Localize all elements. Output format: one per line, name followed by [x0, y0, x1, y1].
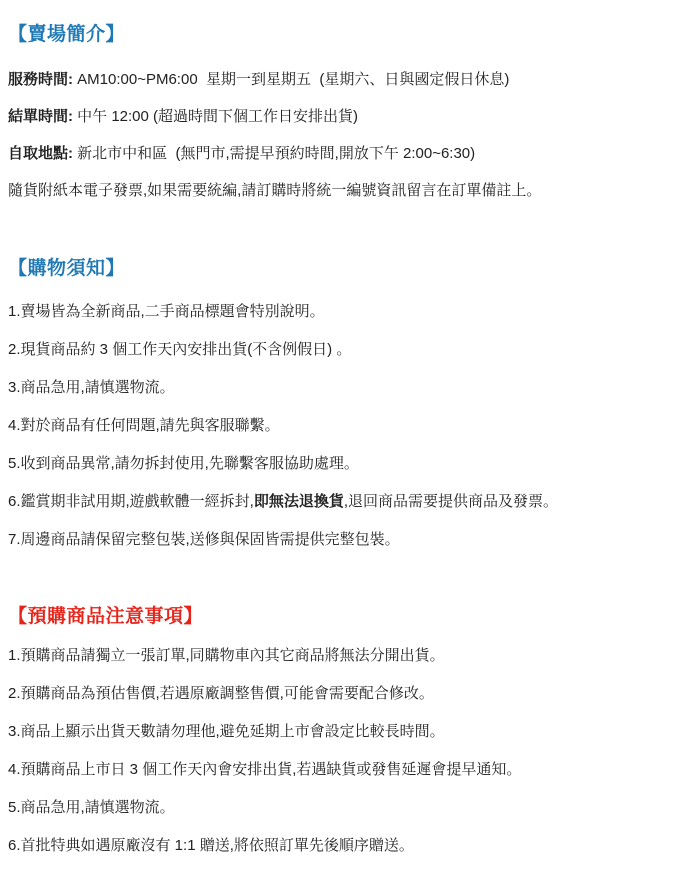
order-cutoff-value: 中午 12:00 (超過時間下個工作日安排出貨) [73, 108, 359, 125]
preorder-note-item-2: 2.預購商品為預估售價,若遇原廠調整售價,可能會需要配合修改。 [8, 685, 434, 702]
preorder-notes-heading: 【預購商品注意事項】 [8, 606, 204, 627]
preorder-note-item-5: 5.商品急用,請慎選物流。 [8, 799, 175, 816]
shopping-note-item-4: 4.對於商品有任何問題,請先與客服聯繫。 [8, 417, 280, 434]
shopping-note-item-1: 1.賣場皆為全新商品,二手商品標題會特別說明。 [8, 303, 325, 320]
shopping-note-item-6-prefix: 6.鑑賞期非試用期,遊戲軟體一經拆封, [8, 493, 254, 510]
shopping-notes-heading: 【購物須知】 [8, 258, 126, 279]
preorder-note-item-6: 6.首批特典如遇原廠沒有 1:1 贈送,將依照訂單先後順序贈送。 [8, 837, 414, 854]
section-shop-intro [8, 20, 688, 201]
service-hours-value: AM10:00~PM6:00 星期一到星期五 (星期六、日與國定假日休息) [73, 71, 510, 88]
pickup-location-label: 自取地點: [8, 145, 73, 162]
pickup-location-line [8, 144, 688, 164]
invoice-note-line [8, 181, 688, 201]
invoice-note-value: 隨貨附紙本電子發票,如果需要統編,請訂購時將統一編號資訊留言在訂單備註上。 [8, 182, 542, 199]
shop-intro-heading: 【賣場簡介】 [8, 24, 126, 45]
shopping-note-item-2: 2.現貨商品約 3 個工作天內安排出貨(不含例假日) 。 [8, 341, 352, 358]
section-shopping-notes [8, 254, 688, 550]
shopping-note-item-6 [8, 492, 688, 512]
shopping-note-item-6-suffix: ,退回商品需要提供商品及發票。 [343, 493, 559, 510]
shopping-note-item-7: 7.周邊商品請保留完整包裝,送修與保固皆需提供完整包裝。 [8, 531, 400, 548]
section-preorder-notes [8, 602, 688, 856]
preorder-note-item-1: 1.預購商品請獨立一張訂單,同購物車內其它商品將無法分開出貨。 [8, 647, 445, 664]
shopping-note-item-6-emphasis: 即無法退換貨 [253, 493, 344, 510]
order-cutoff-label: 結單時間: [8, 108, 73, 125]
shopping-note-item-3: 3.商品急用,請慎選物流。 [8, 379, 175, 396]
order-cutoff-line [8, 107, 688, 127]
service-hours-line [8, 70, 688, 90]
service-hours-label: 服務時間: [8, 71, 73, 88]
preorder-note-item-3: 3.商品上顯示出貨天數請勿理他,避免延期上市會設定比較長時間。 [8, 723, 445, 740]
pickup-location-value: 新北市中和區 (無門市,需提早預約時間,開放下午 2:00~6:30) [73, 145, 476, 162]
shopping-note-item-5: 5.收到商品異常,請勿拆封使用,先聯繫客服協助處理。 [8, 455, 359, 472]
preorder-note-item-4: 4.預購商品上市日 3 個工作天內會安排出貨,若遇缺貨或發售延遲會提早通知。 [8, 761, 522, 778]
